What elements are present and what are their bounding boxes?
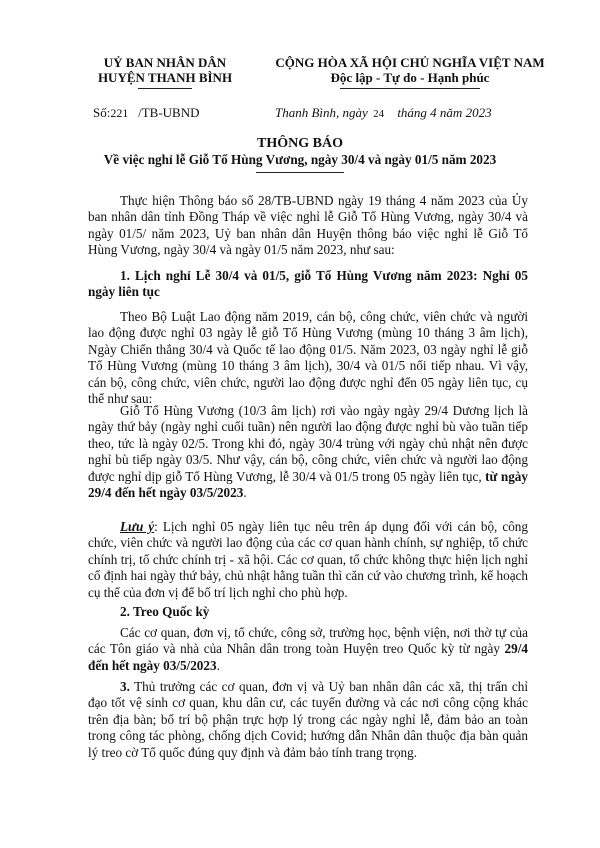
motto-underline bbox=[340, 88, 480, 89]
note-label: Lưu ý bbox=[120, 519, 155, 534]
note-paragraph bbox=[88, 519, 528, 601]
motto-line-2: Độc lập - Tự do - Hạnh phúc bbox=[330, 70, 490, 85]
title-underline bbox=[256, 172, 344, 173]
agency-name bbox=[70, 55, 260, 85]
flag-range: 29/4 đến hết ngày 03/5/2023 bbox=[88, 641, 528, 673]
section-3-number: 3. bbox=[120, 679, 130, 694]
agency-line-2: HUYỆN THANH BÌNH bbox=[97, 70, 233, 85]
section-2-paragraph: Các cơ quan, đơn vị, tổ chức, công sở, trường học, bệnh viện, nơi thờ tự của các Tôn giáo và nhà của Nhân dân trong toàn Huyện treo Quốc kỳ từ ngày 29/4 đến hết ngày 03/5/2023. bbox=[88, 625, 528, 673]
section-1-heading: 1. Lịch nghỉ Lễ 30/4 và 01/5, giỗ Tổ Hùng Vương năm 2023: Nghỉ 05 ngày liên tục bbox=[88, 268, 528, 300]
date-day: 24 bbox=[373, 108, 385, 120]
doc-number-prefix: Số: bbox=[93, 105, 111, 120]
section-1-paragraph-1: Theo Bộ Luật Lao động năm 2019, cán bộ, công chức, viên chức và người lao động được nghỉ 03 ngày lễ giỗ Tổ Hùng Vương (mùng 10 tháng 3 âm lịch), Ngày Chiến thắng 30/4 và Quốc tế lao động 01/5. Năm 2023, 03 ngày nghỉ lễ giỗ Tổ Hùng Vương (mùng 10 tháng 3 âm lịch), 30/4 và 01/5 nối tiếp nhau. Vì vậy, cán bộ, công chức, viên chức, người lao động được nghỉ đến 05 ngày liên tục, cụ thể như sau: bbox=[88, 309, 528, 407]
intro-paragraph: Thực hiện Thông báo số 28/TB-UBND ngày 19 tháng 4 năm 2023 của Ủy ban nhân dân tỉnh Đồng Tháp về việc nghỉ lễ Giỗ Tổ Hùng Vương, ngày 30/4 và ngày 01/5/ năm 2023, Uỷ ban nhân dân Huyện thông báo việc nghỉ lễ Giỗ Tổ Hùng Vương, ngày 30/4 và ngày 01/5 năm 2023, như sau: bbox=[88, 193, 528, 258]
section-2-text: Các cơ quan, đơn vị, tổ chức, công sở, trường học, bệnh viện, nơi thờ tự của các Tôn giáo và nhà của Nhân dân trong toàn Huyện treo Quốc kỳ từ ngày bbox=[88, 625, 528, 657]
section-1-paragraph-2-text: Giỗ Tổ Hùng Vương (10/3 âm lịch) rơi vào ngày ngày 29/4 Dương lịch là ngày thứ bảy (ngày nghỉ cuối tuần) nên người lao động được nghỉ bù vào tuần tiếp theo, tức là ngày 02/5. Trong khi đó, ngày 30/4 trùng với ngày chủ nhật nên được nghỉ bù tiếp ngày 03/5. Như vậy, cán bộ, công chức, viên chức và người lao động được nghỉ dịp giỗ Tổ Hùng Vương, lễ 30/4 và 01/5 trong 05 ngày liên tục, bbox=[88, 403, 528, 484]
doc-number-value: 221 bbox=[110, 106, 129, 120]
holiday-range: từ ngày 29/4 đến hết ngày 03/5/2023 bbox=[88, 468, 528, 501]
section-2-heading: 2. Treo Quốc kỳ bbox=[120, 604, 210, 619]
national-motto bbox=[260, 55, 560, 85]
section-3-paragraph bbox=[88, 679, 528, 761]
document-title: THÔNG BÁO bbox=[257, 136, 343, 151]
date-suffix: tháng 4 năm 2023 bbox=[397, 105, 492, 120]
document-subtitle: Về việc nghỉ lễ Giỗ Tổ Hùng Vương, ngày 30/4 và ngày 01/5 năm 2023 bbox=[103, 152, 497, 167]
section-3-text: Thủ trưởng các cơ quan, đơn vị và Uỷ ban nhân dân các xã, thị trấn chỉ đạo tốt vệ sinh cơ quan, khu dân cư, các tuyến đường và các nơi công cộng khác trên địa bàn; bố trí bộ phận trực hợp lý trong các ngày nghỉ lễ, đảm bảo an toàn trong công tác phòng, chống dịch Covid; hướng dẫn Nhân dân thuộc địa bàn quản lý treo cờ Tổ quốc đúng quy định và đảm bảo tính trang trọng. bbox=[88, 679, 528, 760]
document-number bbox=[93, 105, 199, 121]
note-text: : Lịch nghỉ 05 ngày liên tục nêu trên áp dụng đối với cán bộ, công chức, viên chức và người lao động của các cơ quan hành chính, sự nghiệp, tổ chức chính trị, tổ chức chính trị - xã hội. Các cơ quan, tổ chức không thực hiện lịch nghỉ cố định hai ngày thứ bảy, chủ nhật hằng tuần thì căn cứ vào chương trình, kế hoạch cụ thể của đơn vị để bố trí lịch nghỉ cho phù hợp. bbox=[88, 519, 528, 600]
section-1-paragraph-2: Giỗ Tổ Hùng Vương (10/3 âm lịch) rơi vào ngày ngày 29/4 Dương lịch là ngày thứ bảy (ngày nghỉ cuối tuần) nên người lao động được nghỉ bù vào tuần tiếp theo, tức là ngày 02/5. Trong khi đó, ngày 30/4 trùng với ngày chủ nhật nên được nghỉ bù tiếp ngày 03/5. Như vậy, cán bộ, công chức, viên chức và người lao động được nghỉ dịp giỗ Tổ Hùng Vương, lễ 30/4 và 01/5 trong 05 ngày liên tục, từ ngày 29/4 đến hết ngày 03/5/2023. bbox=[88, 403, 528, 501]
motto-line-1: CỘNG HÒA XÃ HỘI CHỦ NGHĨA VIỆT NAM bbox=[275, 55, 545, 70]
date-prefix: Thanh Bình, ngày bbox=[275, 105, 368, 120]
agency-underline bbox=[138, 88, 192, 89]
doc-number-suffix: /TB-UBND bbox=[138, 105, 200, 120]
issue-date bbox=[275, 105, 492, 121]
agency-line-1: UỶ BAN NHÂN DÂN bbox=[103, 55, 227, 70]
